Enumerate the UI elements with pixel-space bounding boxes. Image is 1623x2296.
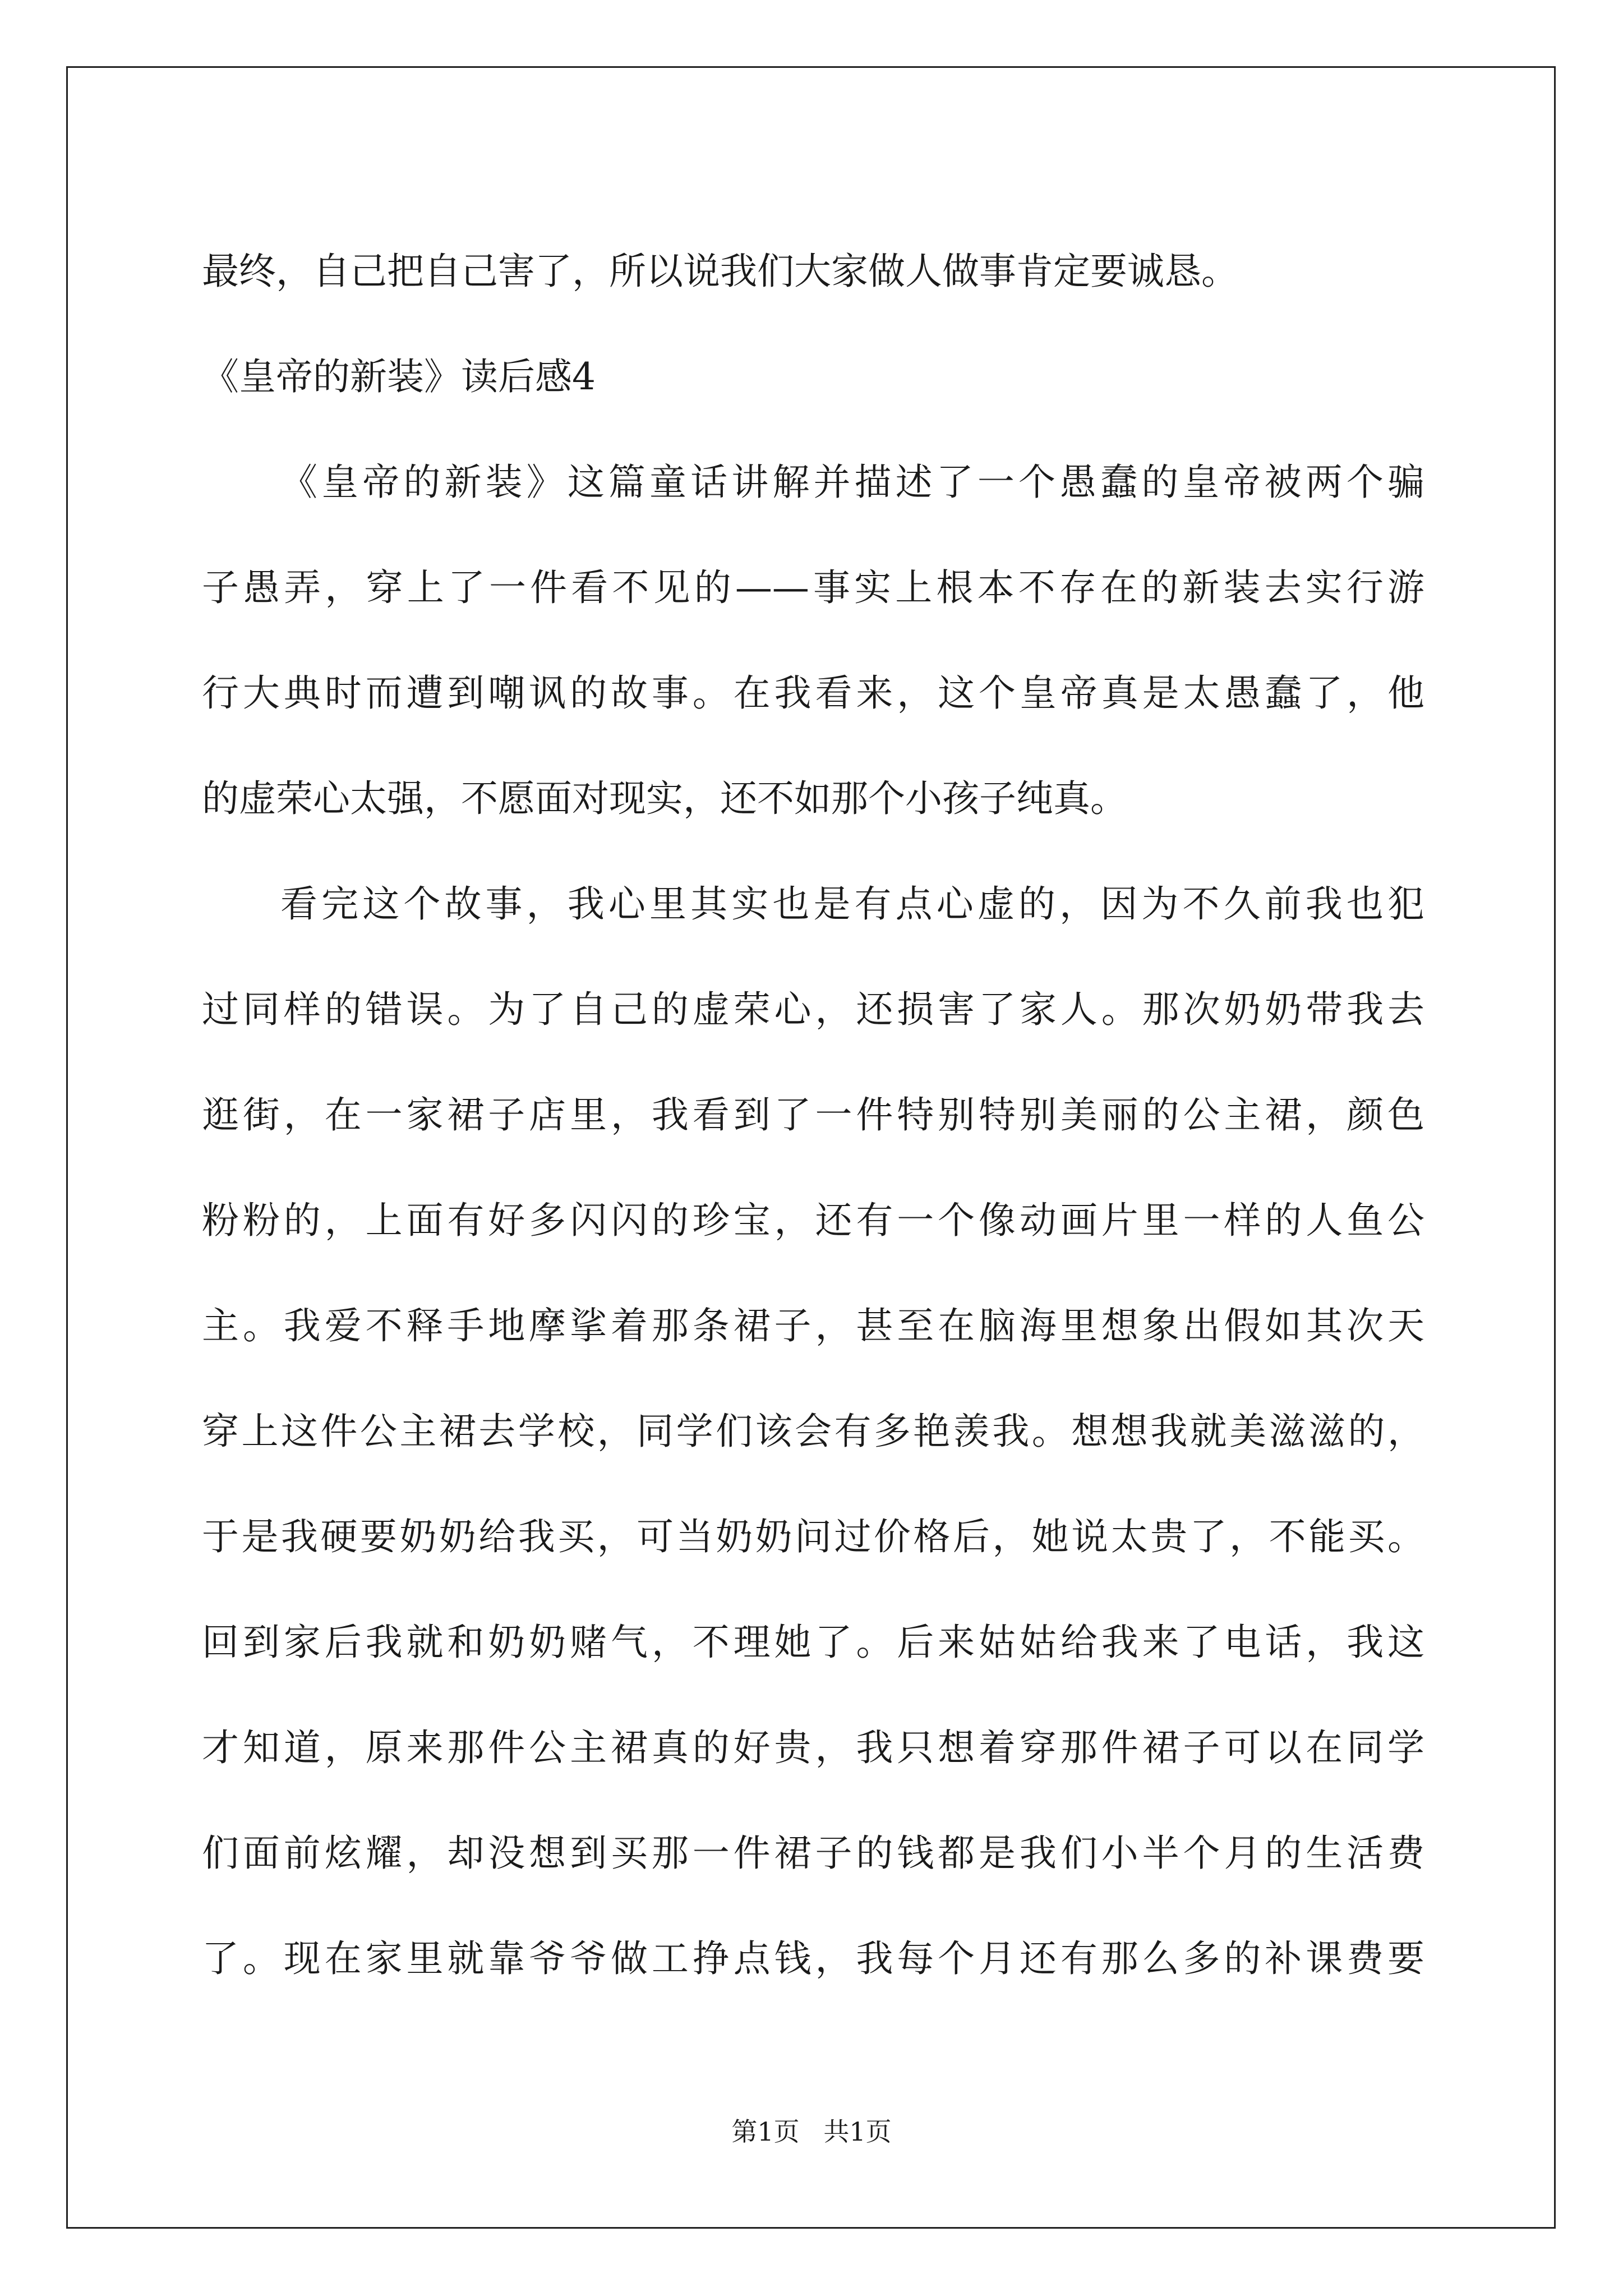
text-line: 才知道，原来那件公主裙真的好贵，我只想着穿那件裙子可以在同学 [202,1726,1424,1769]
text-line: 回到家后我就和奶奶赌气，不理她了。后来姑姑给我来了电话，我这 [202,1621,1424,1664]
text-line: 逛街，在一家裙子店里，我看到了一件特别特别美丽的公主裙，颜色 [202,1093,1424,1137]
text-line: 们面前炫耀，却没想到买那一件裙子的钱都是我们小半个月的生活费 [202,1832,1424,1875]
text-line: 行大典时而遭到嘲讽的故事。在我看来，这个皇帝真是太愚蠢了，他 [202,671,1424,715]
text-line: 粉粉的，上面有好多闪闪的珍宝，还有一个像动画片里一样的人鱼公 [202,1199,1424,1242]
text-line: 最终，自己把自己害了，所以说我们大家做人做事肯定要诚恳。 [202,250,1238,293]
page-number: 第1页 [731,2116,800,2147]
text-line: 于是我硬要奶奶给我买，可当奶奶问过价格后，她说太贵了，不能买。 [202,1515,1424,1558]
text-line: 主。我爱不释手地摩挲着那条裙子，甚至在脑海里想象出假如其次天 [202,1304,1424,1347]
paragraph-2 [202,852,1424,2012]
text-line: 看完这个故事，我心里其实也是有点心虚的，因为不久前我也犯 [280,882,1424,926]
text-line: 过同样的错误。为了自己的虚荣心，还损害了家人。那次奶奶带我去 [202,988,1424,1031]
page-footer [0,2115,1623,2148]
paragraph-1 [202,430,1424,852]
document-body [202,219,1424,2012]
text-line: 《皇帝的新装》这篇童话讲解并描述了一个愚蠢的皇帝被两个骗 [280,461,1424,504]
section-title: 《皇帝的新装》读后感4 [202,355,596,398]
text-line: 了。现在家里就靠爷爷做工挣点钱，我每个月还有那么多的补课费要 [202,1937,1424,1980]
page-total: 共1页 [823,2116,892,2147]
text-line: 子愚弄，穿上了一件看不见的——事实上根本不存在的新装去实行游 [202,566,1424,609]
text-line: 穿上这件公主裙去学校，同学们该会有多艳羡我。想想我就美滋滋的， [202,1410,1424,1453]
text-line: 的虚荣心太强，不愿面对现实，还不如那个小孩子纯真。 [202,777,1127,820]
